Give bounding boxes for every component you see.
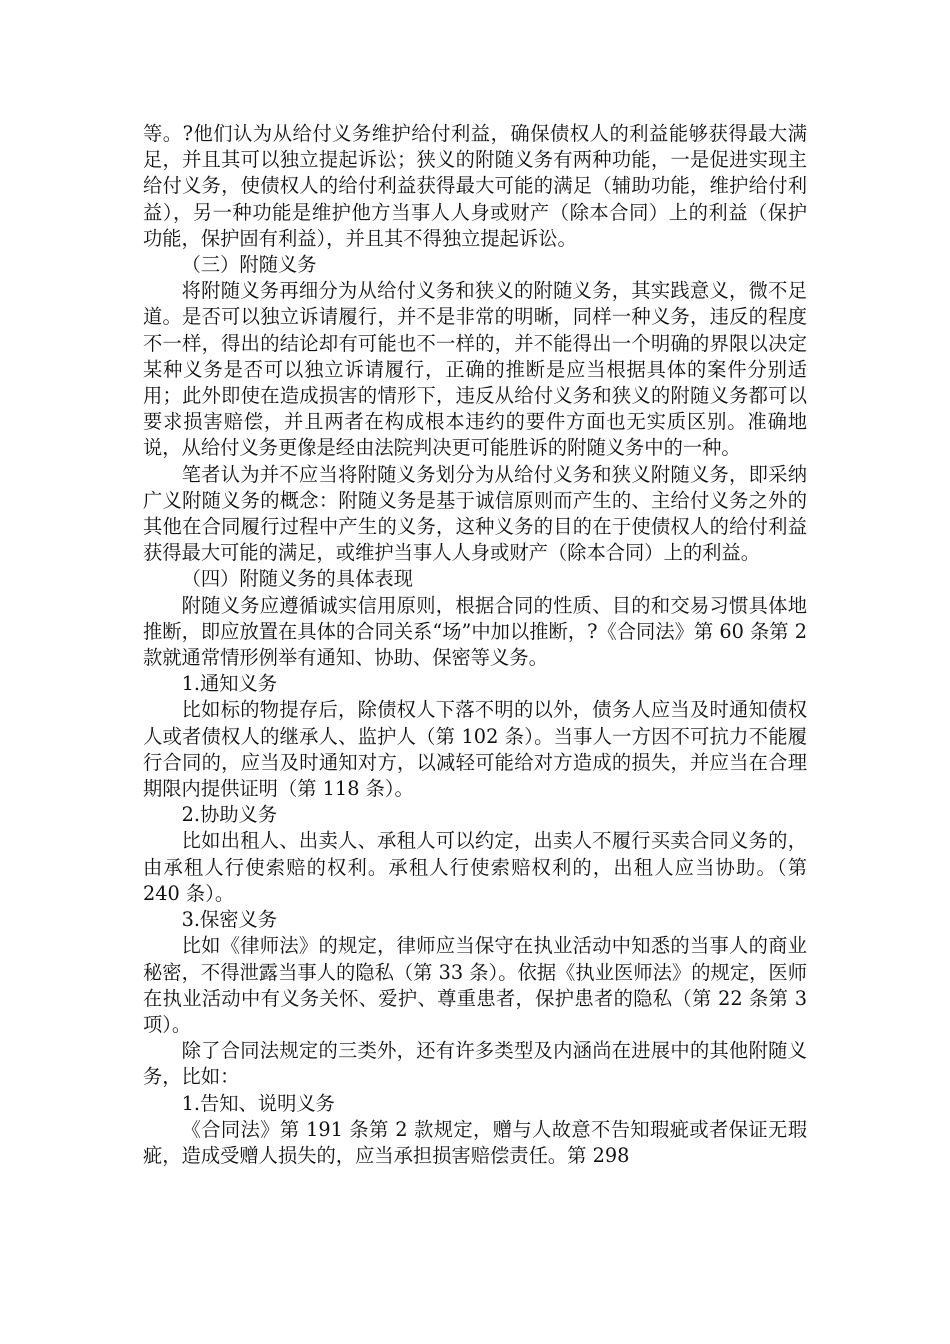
paragraph-3: 笔者认为并不应当将附随义务划分为从给付义务和狭义附随义务，即采纳广义附随义务的概念：附随义务是基于诚信原则而产生的、主给付义务之外的其他在合同履行过程中产生的义务，这种义务的目的在于使债权人的给付利益获得最大可能的满足，或维护当事人人身或财产（除本合同）上的利益。 [143,462,807,565]
paragraph-6: 比如出租人、出卖人、承租人可以约定，出卖人不履行买卖合同义务的，由承租人行使索赔的权利。承租人行使索赔权利的，出租人应当协助。（第 240 条）。 [143,829,807,905]
section-heading-4: （四）附随义务的具体表现 [181,567,413,591]
document-body [143,121,807,1169]
subheading-confidentiality-duty: 3.保密义务 [181,908,278,932]
paragraph-2: 将附随义务再细分为从给付义务和狭义的附随义务，其实践意义，微不足道。是否可以独立诉请履行，并不是非常的明晰，同样一种义务，违反的程度不一样，得出的结论却有可能也不一样的，并不能得出一个明确的界限以决定某种义务是否可以独立诉请履行，正确的推断是应当根据具体的案件分别适用；此外即使在造成损害的情形下，违反从给付义务和狭义的附随义务都可以要求损害赔偿，并且两者在构成根本违约的要件方面也无实质区别。准确地说，从给付义务更像是经由法院判决更可能胜诉的附随义务中的一种。 [143,279,807,460]
paragraph-4: 附随义务应遵循诚实信用原则，根据合同的性质、目的和交易习惯具体地推断，即应放置在具体的合同关系“场”中加以推断，?《合同法》第 60 条第 2 款就通常情形例举有通知、协助、保密等义务。 [143,593,807,670]
paragraph-8: 除了合同法规定的三类外，还有许多类型及内涵尚在进展中的其他附随义务，比如： [143,1039,807,1089]
paragraph-7: 比如《律师法》的规定，律师应当保守在执业活动中知悉的当事人的商业秘密，不得泄露当事人的隐私（第 33 条）。依据《执业医师法》的规定，医师在执业活动中有义务关怀、爱护、尊重患者，保护患者的隐私（第 22 条第 3 项）。 [143,934,807,1036]
paragraph-9: 《合同法》第 191 条第 2 款规定，赠与人故意不告知瑕疵或者保证无瑕疵，造成受赠人损失的，应当承担损害赔偿责任。第 298 [143,1117,807,1167]
paragraph-1: 等。?他们认为从给付义务维护给付利益，确保债权人的利益能够获得最大满足，并且其可以独立提起诉讼；狭义的附随义务有两种功能，一是促进实现主给付义务，使债权人的给付利益获得最大可能的满足（辅助功能，维护给付利益），另一种功能是维护他方当事人人身或财产（除本合同）上的利益（保护功能，保护固有利益），并且其不得独立提起诉讼。 [143,122,807,250]
subheading-notice-duty: 1.通知义务 [181,672,278,696]
subheading-assist-duty: 2.协助义务 [181,803,278,827]
section-heading-3: （三）附随义务 [181,253,317,277]
subheading-inform-duty: 1.告知、说明义务 [181,1091,335,1115]
paragraph-5: 比如标的物提存后，除债权人下落不明的以外，债务人应当及时通知债权人或者债权人的继承人、监护人（第 102 条）。当事人一方因不可抗力不能履行合同的，应当及时通知对方，以减轻可能给对方造成的损失，并应当在合理期限内提供证明（第 118 条）。 [143,698,807,801]
